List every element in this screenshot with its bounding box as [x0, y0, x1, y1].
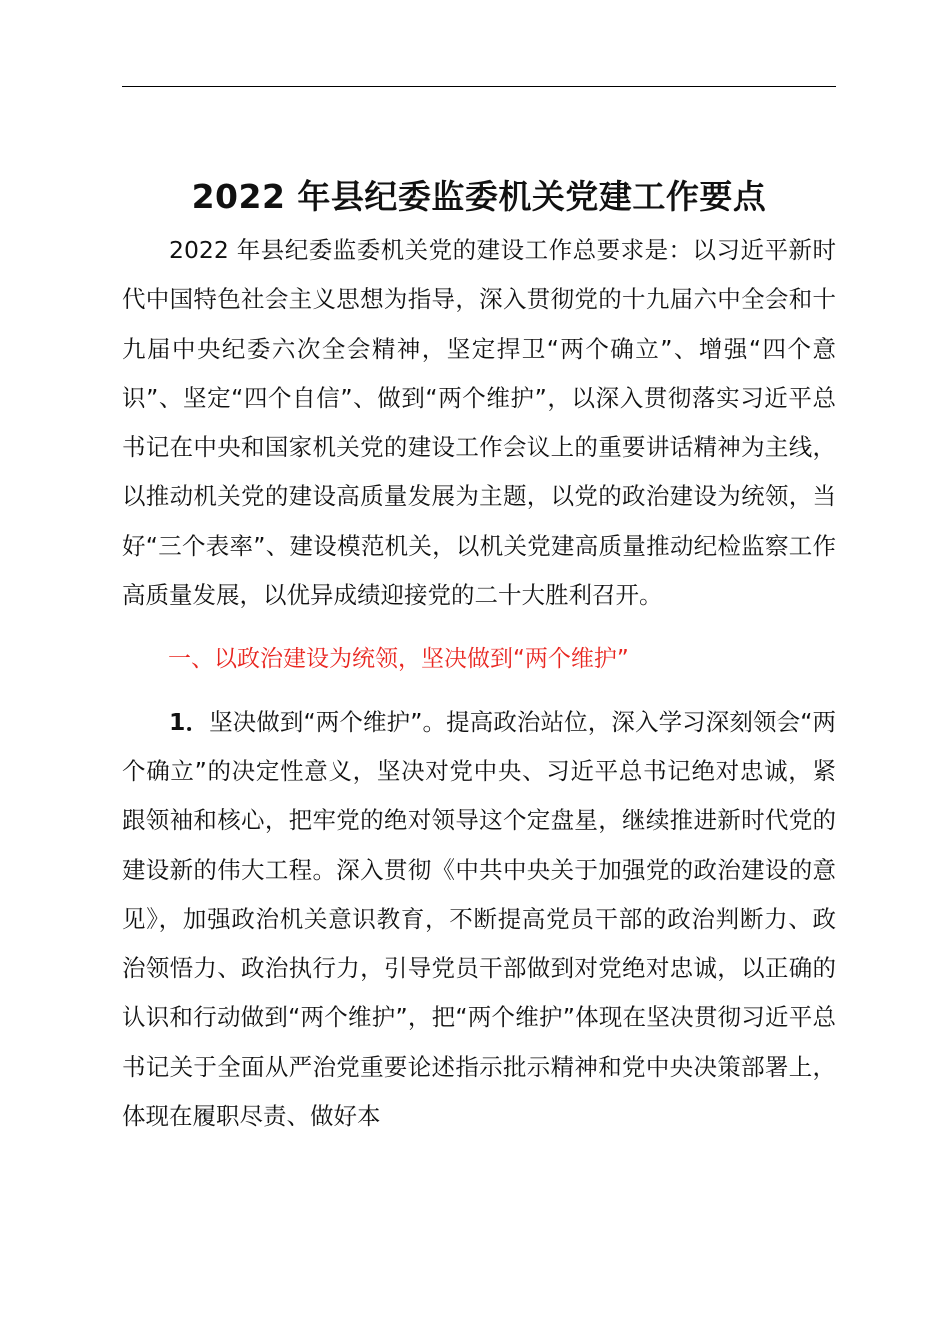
document-title: 2022 年县纪委监委机关党建工作要点 — [191, 177, 767, 217]
item-number: 1． — [169, 707, 210, 736]
item-text: 提高政治站位，深入学习深刻领会“两个确立”的决定性意义，坚决对党中央、习近平总书记绝对忠诚，紧跟领袖和核心，把牢党的绝对领导这个定盘星，继续推进新时代党的建设新的伟大工程。深入贯彻《中共中央关于加强党的政治建设的意见》，加强政治机关意识教育，不断提高党员干部的政治判断力、政治领悟力、政治执行力，引导党员干部做到对党绝对忠诚，以正确的认识和行动做到“两个维护”，把“两个维护”体现在坚决贯彻习近平总书记关于全面从严治党重要论述指示批示精神和党中央决策部署上，体现在履职尽责、做好本 — [122, 707, 836, 1131]
header-rule — [122, 86, 836, 87]
section-heading-1: 一、以政治建设为统领，坚决做到“两个维护” — [168, 646, 629, 673]
intro-paragraph: 2022 年县纪委监委机关党的建设工作总要求是：以习近平新时代中国特色社会主义思想为指导，深入贯彻党的十九届六中全会和十九届中央纪委六次全会精神，坚定捍卫“两个确立”、增强“四个意识”、坚定“四个自信”、做到“两个维护”，以深入贯彻落实习近平总书记在中央和国家机关党的建设工作会议上的重要讲话精神为主线，以推动机关党的建设高质量发展为主题，以党的政治建设为统领，当好“三个表率”、建设模范机关，以机关党建高质量推动纪检监察工作高质量发展，以优异成绩迎接党的二十大胜利召开。 — [122, 236, 836, 610]
item-title: 坚决做到“两个维护”。 — [209, 707, 447, 736]
item-paragraph-1 — [122, 698, 836, 1142]
document-body — [122, 226, 836, 1141]
